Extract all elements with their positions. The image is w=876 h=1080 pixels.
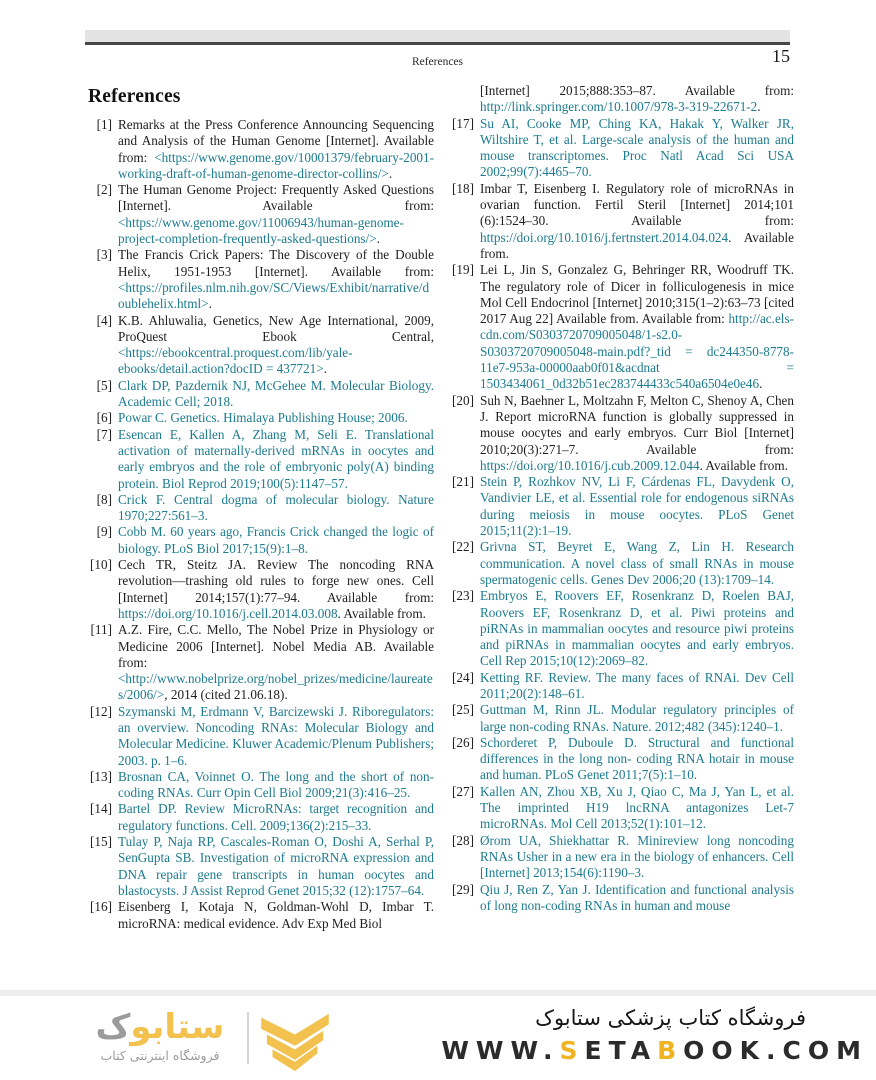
reference-link-text: Su AI, Cooke MP, Ching KA, Hakak Y, Walker JR, Wiltshire T, et al. Large-scale analysis of the human and mouse transcriptomes. Proc Natl Acad Sci USA 2002;99(7):4465–70. [480,115,794,180]
reference-number: [9] [96,524,112,540]
reference-item [450,702,794,735]
reference-link-text: Ørom UA, Shiekhattar R. Minireview long noncoding RNAs Usher in a new era in the biology of enhancers. Cell [Internet] 2013;154(6):1190–3. [480,832,794,881]
reference-link-text: Guttman M, Rinn JL. Modular regulatory principles of large non-coding RNAs. Nature. 2012;482 (345):1240–1. [480,702,794,734]
references-column-right [450,83,794,914]
reference-number: [10] [90,557,112,573]
reference-item [450,833,794,882]
reference-text [118,622,434,703]
reference-item [450,474,794,539]
reference-plain-text: Eisenberg I, Kotaja N, Goldman-Wohl D, Imbar T. microRNA: medical evidence. Adv Exp Med Biol [118,899,434,931]
reference-text [118,769,434,802]
reference-plain-text: Remarks at the Press Conference Announcing Sequencing and Analysis of the Human Genome [Internet]. Available from: [118,117,434,165]
reference-number: [2] [96,182,112,198]
reference-link-text: Kallen AN, Zhou XB, Xu J, Qiao C, Ma J, Yan L, et al. The imprinted H19 lncRNA antagonizes Let-7 microRNAs. Mol Cell 2013;52(1):101–12. [480,783,794,832]
reference-number: [1] [96,117,112,132]
reference-item [88,378,434,411]
reference-plain-text: A.Z. Fire, C.C. Mello, The Nobel Prize in Physiology or Medicine 2006 [Internet]. Nobel Media AB. Available from: [118,622,434,670]
reference-plain-text: . [388,165,393,181]
reference-item [450,83,794,116]
reference-link-text: Tulay P, Naja RP, Cascales-Roman O, Doshi A, Serhal P, SenGupta SB. Investigation of microRNA expression and DNA repair gene transcripts in human oocytes and blastocysts. J Assist Reprod Genet 2015;32 (12):1757–64. [118,834,434,898]
setabook-chevron-emblem-icon [259,1012,331,1072]
reference-plain-text: . Available from. [699,457,788,473]
reference-number: [7] [96,426,112,442]
reference-number: [19] [452,262,474,278]
reference-link-text: Cobb M. 60 years ago, Francis Crick changed the logic of biology. PLoS Biol 2017;15(9):1–8. [118,524,434,556]
reference-plain-text: . [208,296,212,312]
reference-item [88,834,434,899]
reference-item [450,588,794,669]
reference-plain-text: . [759,376,763,392]
reference-text [480,262,794,392]
reference-link-text: Ketting RF. Review. The many faces of RNAi. Dev Cell 2011;20(2):148–61. [480,669,794,701]
reference-number: [14] [90,801,112,817]
reference-item [88,492,434,525]
site-url-segment: OOK.COM [683,1036,868,1065]
logo-wordmark-yellow: ستابو [130,1007,225,1047]
site-url-segment: ETA [584,1036,658,1065]
reference-text [480,784,794,833]
reference-plain-text: , 2014 (cited 21.06.18). [164,687,288,703]
reference-text [480,116,794,181]
site-url-text [441,1036,868,1065]
reference-link-text: <https://profiles.nlm.nih.gov/SC/Views/Exhibit/narrative/doublehelix.html> [118,279,430,312]
site-url-segment: S [559,1036,585,1065]
reference-text [118,834,434,899]
reference-link-text: http://link.springer.com/10.1007/978-3-319-22671-2 [480,99,758,115]
reference-plain-text: Imbar T, Eisenberg I. Regulatory role of microRNAs in ovarian function. Fertil Steril [Internet] 2014;101 (6):1524–30. Available from: [480,180,794,229]
reference-text [118,247,434,312]
section-title: References [88,86,181,107]
reference-text [118,899,434,932]
reference-number: [18] [452,180,474,196]
reference-item [450,116,794,181]
reference-number: [21] [452,474,474,490]
reference-text [118,524,434,557]
reference-number: [16] [90,899,112,915]
reference-number: [26] [452,734,474,750]
reference-link-text: https://doi.org/10.1016/j.fertnstert.2014.04.024 [480,229,729,245]
reference-link-text: http://ac.els-cdn.com/S0303720709005048/1-s2.0-S0303720709005048-main.pdf?_tid = dc244350-8778-11e7-953a-00000aab0f01&acdnat = 1503434061_0d32b51ec283744433c540a6504e0e46 [480,311,794,392]
reference-text [480,539,794,588]
logo-wordmark-gray: ک [95,1007,131,1047]
reference-text [480,670,794,703]
reference-link-text: Qiu J, Ren Z, Yan J. Identification and functional analysis of long non-coding RNAs in human and mouse [480,881,794,913]
reference-number: [13] [90,768,112,784]
reference-link-text: Powar C. Genetics. Himalaya Publishing House; 2006. [118,410,408,426]
page-number: 15 [772,46,790,66]
reference-text [480,833,794,882]
store-name-text: فروشگاه کتاب پزشکی ستابوک [535,1006,806,1030]
reference-number [450,83,474,116]
reference-number: [20] [452,392,474,408]
reference-number: [3] [96,247,112,263]
reference-plain-text: Lei L, Jin S, Gonzalez G, Behringer RR, Woodruff TK. The regulatory role of Dicer in folliculogenesis in mice Mol Cell Endocrinol [Internet] 2010;315(1–2):63–73 [cited 2017 Aug 22] Available from. Available from: [480,262,794,327]
reference-item [88,557,434,622]
reference-plain-text: [Internet] 2015;888:353–87. Available from: [480,83,794,98]
reference-item [88,704,434,769]
logo-caption: فروشگاه اینترنتی کتاب [100,1048,220,1063]
reference-item [450,393,794,474]
reference-text [118,313,434,378]
footer-store-block [441,1006,868,1065]
reference-link-text: Embryos E, Roovers EF, Rosenkranz D, Roelen BAJ, Roovers EF, Rosenkranz D, et al. Piwi proteins and piRNAs in mammalian oocytes and resource piwi proteins and piRNAs in mammalian oocytes and early embryos. Cell Rep 2015;10(12):2069–82. [480,588,794,669]
reference-number: [22] [452,539,474,555]
reference-number: [17] [452,115,474,131]
reference-plain-text: The Human Genome Project: Frequently Asked Questions [Internet]. Available from: [118,182,434,214]
reference-number: [23] [452,588,474,604]
reference-number: [11] [90,622,112,638]
reference-link-text: https://doi.org/10.1016/j.cub.2009.12.044 [480,457,700,473]
reference-number: [8] [96,491,112,507]
reference-item [88,410,434,426]
reference-plain-text: Suh N, Baehner L, Moltzahn F, Melton C, Shenoy A, Chen J. Report microRNA function is globally suppressed in mouse oocytes and early embryos. Curr Biol [Internet] 2010;20(3):271–7. Available from: [480,392,794,457]
reference-link-text: Grivna ST, Beyret E, Wang Z, Lin H. Research communication. A novel class of small RNAs in mouse spermatogenic cells. Genes Dev 2006;20 (13):1709–14. [480,539,794,587]
page-edge-band [0,990,876,996]
reference-link-text: Clark DP, Pazdernik NJ, McGehee M. Molecular Biology. Academic Cell; 2018. [118,377,434,410]
reference-item [450,882,794,915]
reference-item [450,539,794,588]
logo-divider [247,1012,249,1064]
reference-number: [5] [96,377,112,393]
logo-wordmark-block [85,1008,235,1063]
reference-plain-text: . [757,99,761,115]
reference-link-text: Esencan E, Kallen A, Zhang M, Seli E. Translational activation of maternally-derived mRNAs in oocytes and early embryos and the role of embryonic poly(A) binding protein. Biol Reprod 2019;100(5):1147–57. [118,426,434,491]
reference-text [480,474,794,539]
reference-plain-text: . [323,361,327,377]
reference-item [88,899,434,932]
reference-item [450,784,794,833]
reference-link-text: Stein P, Rozhkov NV, Li F, Cárdenas FL, Davydenk O, Vandivier LE, et al. Essential role for endogenous siRNAs during meiosis in mouse oocytes. PLoS Genet 2015;11(2):1–19. [480,474,794,539]
reference-text [480,882,794,915]
reference-number: [25] [452,702,474,718]
reference-plain-text: The Francis Crick Papers: The Discovery of the Double Helix, 1951-1953 [Internet]. Available from: [118,247,434,279]
reference-text [118,557,434,622]
reference-number: [29] [452,881,474,897]
reference-item [88,427,434,492]
reference-item [88,622,434,703]
reference-link-text: <https://www.genome.gov/11006943/human-genome-project-completion-frequently-asked-questions/> [118,214,404,247]
reference-plain-text: . Available from. [337,605,426,621]
reference-text [118,492,434,525]
reference-item [450,670,794,703]
reference-text [480,588,794,669]
reference-link-text: <http://www.nobelprize.org/nobel_prizes/medicine/laureates/2006/> [118,671,433,703]
logo-wordmark [85,1008,235,1046]
reference-plain-text: . Available from. [480,229,794,261]
reference-text [118,378,434,411]
reference-item [88,769,434,802]
reference-link-text: Bartel DP. Review MicroRNAs: target recognition and regulatory functions. Cell. 2009;136(2):215–33. [118,801,434,833]
reference-number: [24] [452,669,474,685]
reference-text [118,182,434,247]
reference-item [450,735,794,784]
reference-text [118,704,434,769]
reference-plain-text: K.B. Ahluwalia, Genetics, New Age International, 2009, ProQuest Ebook Central, [118,312,434,344]
reference-text [118,117,434,182]
reference-link-text: <https://www.genome.gov/10001379/february-2001-working-draft-of-human-genome-director-collins/> [118,149,434,181]
reference-item [88,313,434,378]
reference-item [88,182,434,247]
site-url-segment: B [657,1036,684,1065]
reference-item [88,247,434,312]
reference-link-text: <https://ebookcentral.proquest.com/lib/yale-ebooks/detail.action?docID = 437721> [118,345,353,377]
reference-number: [27] [452,783,474,799]
reference-item [450,262,794,392]
reference-plain-text: Cech TR, Steitz JA. Review The noncoding RNA revolution—trashing old rules to forge new ones. Cell [Internet] 2014;157(1):77–94. Available from: [118,557,434,605]
running-head-title: References [411,56,464,68]
reference-item [88,801,434,834]
reference-number: [6] [96,410,112,426]
reference-text [118,410,434,426]
watermark-footer [0,1000,876,1080]
reference-text [118,427,434,492]
reference-text [480,83,794,116]
reference-item [88,524,434,557]
reference-item [450,181,794,262]
reference-text [480,702,794,735]
reference-link-text: Crick F. Central dogma of molecular biology. Nature 1970;227:561–3. [118,491,434,524]
reference-link-text: Schorderet P, Duboule D. Structural and functional differences in the long non- coding RNA hotair in mouse and human. PLoS Genet 2011;7(5):1–10. [480,734,794,783]
reference-text [480,393,794,474]
references-column-left [88,117,434,932]
reference-link-text: https://doi.org/10.1016/j.cell.2014.03.008 [118,605,338,621]
reference-number: [4] [96,312,112,328]
reference-number: [28] [452,832,474,848]
reference-text [118,801,434,834]
reference-text [480,181,794,262]
reference-number: [15] [90,834,112,850]
reference-item [88,117,434,182]
reference-plain-text: . [376,231,380,247]
header-rule-bar [85,30,790,45]
reference-link-text: Brosnan CA, Voinnet O. The long and the short of non-coding RNAs. Curr Opin Cell Biol 2009;21(3):416–25. [118,768,434,801]
reference-text [480,735,794,784]
setabook-logo [85,1008,331,1072]
reference-link-text: Szymanski M, Erdmann V, Barcizewski J. Riboregulators: an overview. Noncoding RNAs: Molecular Biology and Molecular Medicine. Kluwer Academic/Plenum Publishers; 2003. p. 1–6. [118,703,434,768]
reference-number: [12] [90,703,112,719]
site-url-segment: WWW. [441,1036,560,1065]
